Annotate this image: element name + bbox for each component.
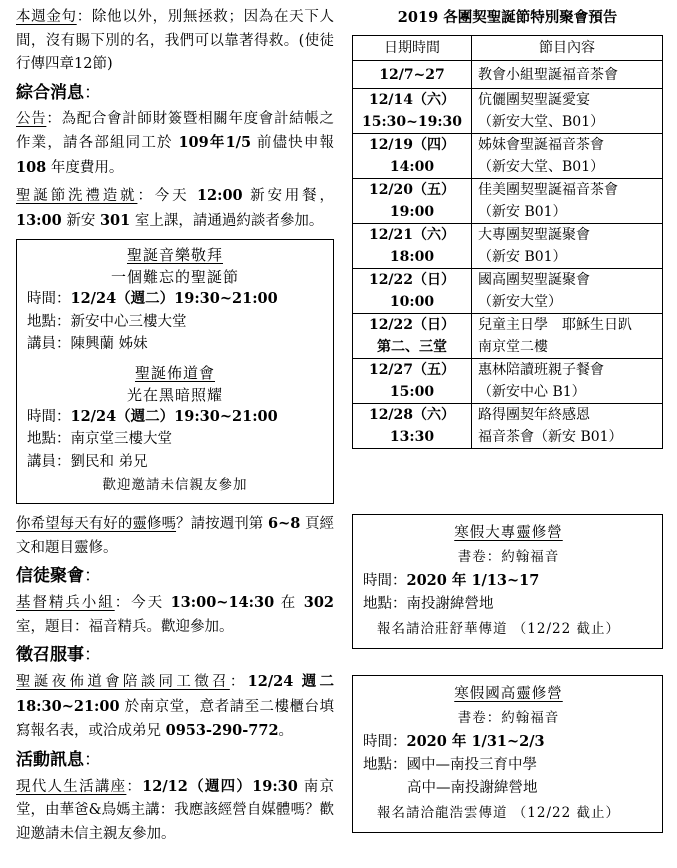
schedule-event-cell: 佳美團契聖誕福音茶會 （新安 B01） — [472, 179, 663, 224]
schedule-event-cell: 惠林陪讀班親子餐會 （新安中心 B1） — [472, 359, 663, 404]
faith-meeting-heading: 信徒聚會： — [16, 566, 101, 586]
evangelism-speaker: 講員：劉民和 弟兄 — [27, 453, 148, 470]
youth-camp-place-2: 高中—南投謝緯營地 — [407, 780, 538, 796]
faith-label: 基督精兵小組 — [16, 595, 115, 611]
col-header-date: 日期時間 — [353, 36, 472, 61]
general-news-heading: 綜合消息： — [16, 82, 101, 103]
activity-paragraph: 現代人生活講座：12/12（週四）19:30 南京堂，由華爸&鳥媽主講：我應該經營自媒體嗎？歡迎邀請未信主親友參加。 — [16, 777, 335, 842]
table-row — [353, 404, 663, 449]
evangelism-place: 地點：南京堂三樓大堂 — [27, 431, 172, 447]
verse-text: ：除他以外，別無拯救；因為在天下人間，沒有賜下別的名，我們可以靠著得救。(使徒行傳四章12節) — [16, 9, 335, 72]
table-row — [353, 61, 663, 89]
music-time: 時間：12/24（週二）19:30~21:00 — [27, 290, 278, 307]
verse-label: 本週金句 — [16, 9, 77, 25]
college-camp-box — [352, 514, 663, 649]
left-column — [16, 0, 334, 846]
devotion-label: 你希望每天有好的靈修嗎 — [16, 516, 177, 532]
schedule-table — [352, 35, 663, 449]
table-row — [353, 269, 663, 314]
notice-paragraph: 公告：為配合會計師財簽暨相關年度會計結帳之作業，請各部組同工於 109年1/5 前儘快申報 108 年度費用。 — [16, 110, 335, 176]
baptism-paragraph: 聖誕節洗禮造就：今天 12:00 新安用餐，13:00 新安 301 室上課，請通過約談者參加。 — [16, 187, 335, 229]
baptism-label: 聖誕節洗禮造就 — [16, 188, 138, 204]
schedule-date-cell: 12/14（六） 15:30~19:30 — [353, 89, 472, 134]
schedule-date-cell: 12/21（六） 18:00 — [353, 224, 472, 269]
schedule-event-cell: 教會小組聖誕福音茶會 — [472, 61, 663, 89]
table-row — [353, 359, 663, 404]
schedule-event-cell: 大專團契聖誕聚會 （新安 B01） — [472, 224, 663, 269]
table-row — [353, 89, 663, 134]
schedule-date-cell: 12/27（五） 15:00 — [353, 359, 472, 404]
table-row — [353, 314, 663, 359]
activity-heading: 活動訊息： — [16, 749, 101, 770]
music-speaker: 講員：陳興蘭 姊妹 — [27, 336, 148, 352]
invite-note: 歡迎邀請未信親友參加 — [102, 477, 248, 493]
right-column — [352, 0, 663, 821]
schedule-event-cell: 伉儷團契聖誕愛宴 （新安大堂、B01） — [472, 89, 663, 134]
table-row — [353, 134, 663, 179]
music-worship-title: 聖誕音樂敬拜 — [126, 246, 223, 264]
youth-camp-signup: 報名請洽龍浩雲傳道 （12/22 截止） — [377, 805, 620, 821]
devotion-paragraph: 你希望每天有好的靈修嗎？請按週刊第 6~8 頁經文和題目靈修。 — [16, 515, 335, 556]
activity-label: 現代人生活講座 — [16, 778, 127, 795]
notice-label: 公告 — [16, 110, 47, 127]
college-camp-title: 寒假大專靈修營 — [454, 525, 563, 541]
schedule-date-cell: 12/28（六） 13:30 — [353, 404, 472, 449]
schedule-event-cell: 兒童主日學 耶穌生日趴 南京堂二樓 — [472, 314, 663, 359]
verse-of-week — [16, 6, 334, 77]
youth-camp-title: 寒假國高靈修營 — [454, 686, 563, 702]
schedule-date-cell: 12/20（五） 19:00 — [353, 179, 472, 224]
schedule-event-cell: 國高團契聖誕聚會 （新安大堂） — [472, 269, 663, 314]
faith-paragraph: 基督精兵小組：今天 13:00~14:30 在 302 室，題目：福音精兵。歡迎參加。 — [16, 594, 335, 635]
college-camp-book: 書卷：約翰福音 — [457, 549, 560, 565]
schedule-date-cell: 12/19（四） 14:00 — [353, 134, 472, 179]
schedule-event-cell: 姊妹會聖誕福音茶會 （新安大堂、B01） — [472, 134, 663, 179]
schedule-date-cell: 12/22（日） 10:00 — [353, 269, 472, 314]
schedule-date-cell: 12/22（日） 第二、三堂 — [353, 314, 472, 359]
evangelism-title: 聖誕佈道會 — [134, 363, 215, 382]
youth-camp-book: 書卷：約翰福音 — [457, 710, 560, 726]
youth-camp-time: 時間：2020 年 1/31~2/3 — [363, 733, 545, 750]
music-worship-subtitle: 一個難忘的聖誕節 — [110, 268, 239, 286]
college-camp-place: 地點：南投謝緯營地 — [363, 596, 494, 612]
evangelism-time: 時間：12/24（週二）19:30~21:00 — [27, 407, 278, 425]
christmas-events-box — [16, 239, 334, 504]
music-place: 地點：新安中心三樓大堂 — [27, 313, 187, 330]
service-heading: 徵召服事： — [16, 645, 101, 665]
service-label: 聖誕夜佈道會陪談同工徵召 — [16, 674, 230, 690]
schedule-event-cell: 路得團契年終感恩 福音茶會（新安 B01） — [472, 404, 663, 449]
col-header-event: 節目內容 — [472, 36, 663, 61]
college-camp-signup: 報名請洽莊舒華傳道 （12/22 截止） — [377, 621, 620, 637]
college-camp-time: 時間：2020 年 1/13~17 — [363, 572, 540, 589]
service-paragraph: 聖誕夜佈道會陪談同工徵召：12/24 週二 18:30~21:00 於南京堂，意者請至二樓櫃台填寫報名表，或洽成弟兄 0953-290-772。 — [16, 673, 335, 739]
youth-camp-box — [352, 675, 663, 833]
schedule-date-cell: 12/7~27 — [353, 61, 472, 89]
evangelism-subtitle: 光在黑暗照耀 — [126, 385, 223, 404]
table-row — [353, 179, 663, 224]
youth-camp-place: 地點：國中—南投三育中學 — [363, 757, 537, 773]
schedule-title: 2019 各團契聖誕節特別聚會預告 — [397, 9, 618, 26]
table-row — [353, 224, 663, 269]
